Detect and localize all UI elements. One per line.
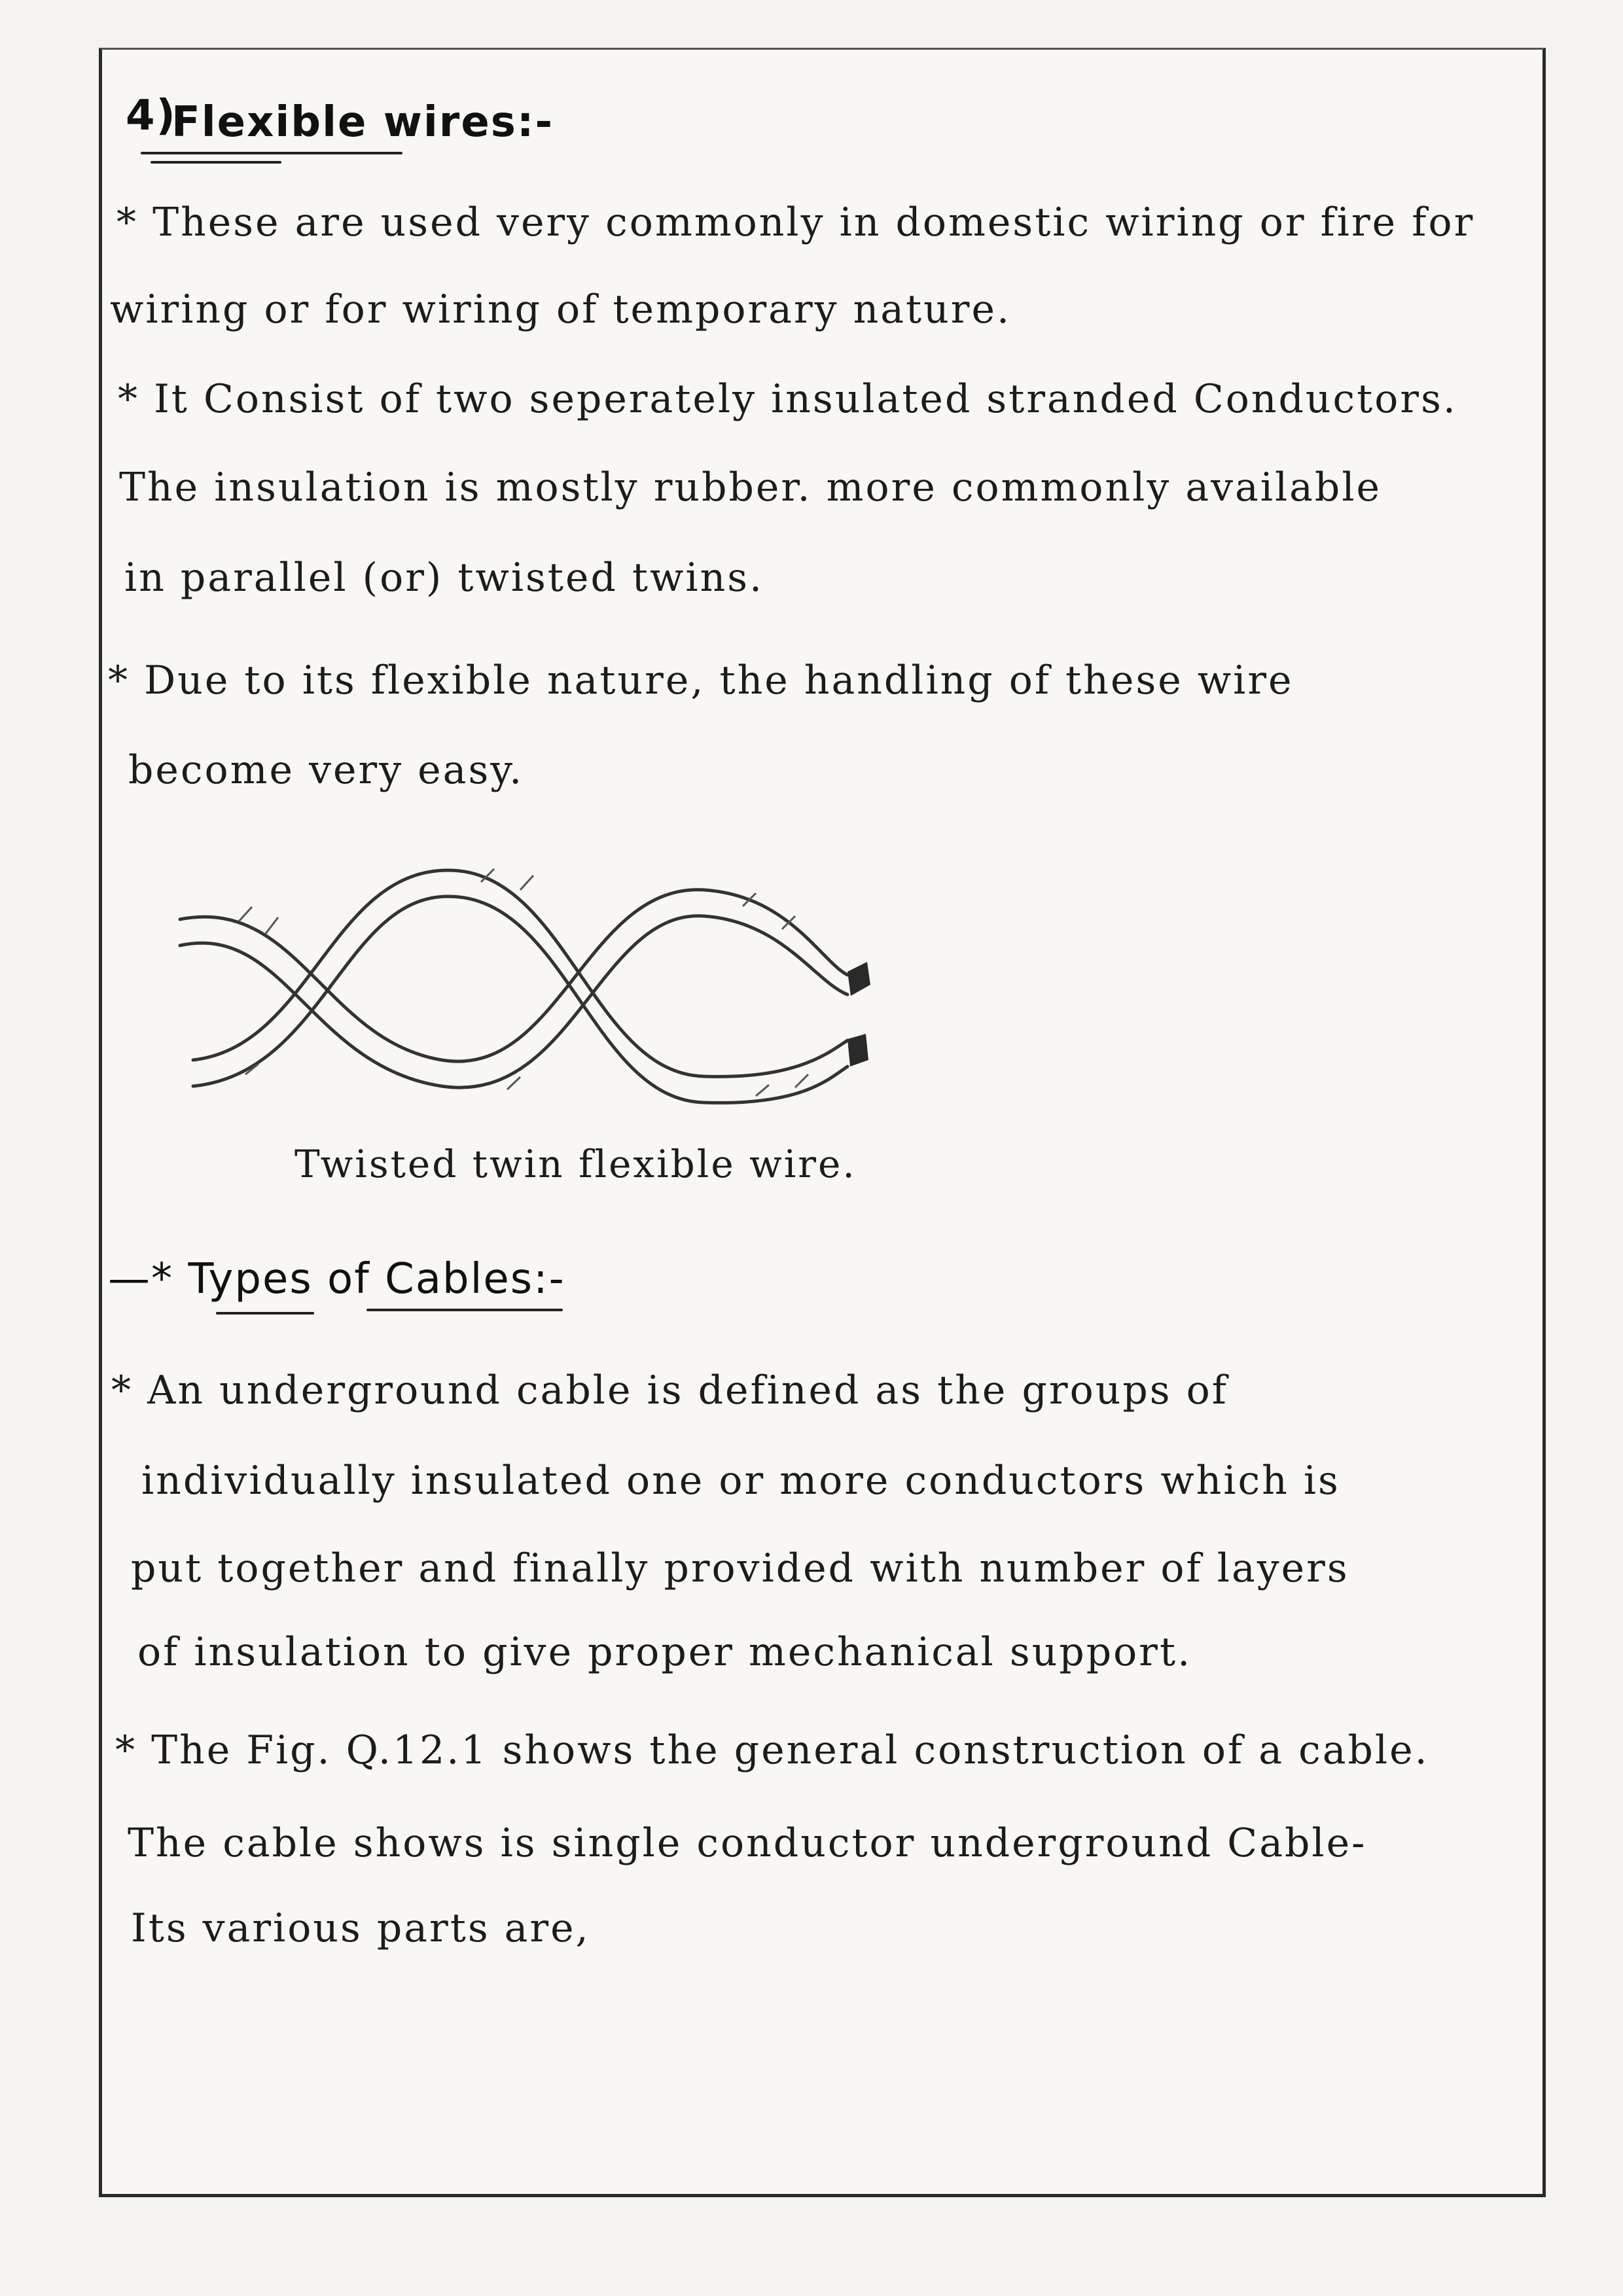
heading2-underline [216,1312,314,1315]
figure-caption: Twisted twin flexible wire. [294,1142,857,1186]
section1-line-6: * Due to its flexible nature, the handling of these wire [108,658,1294,703]
flexible-wires-heading: Flexible wires:- [171,98,554,147]
section1-line-5: in parallel (or) twisted twins. [124,555,764,601]
section2-line-7: Its various parts are, [131,1905,590,1951]
section1-line-4: The insulation is mostly rubber. more commonly available [119,465,1382,510]
section2-line-3: put together and finally provided with number of layers [131,1545,1349,1591]
types-of-cables-heading: —* Types of Cables:- [108,1255,565,1303]
section1-line-1: * These are used very commonly in domestic wiring or fire for [116,200,1475,245]
section2-line-6: The cable shows is single conductor underground Cable- [128,1820,1367,1866]
section1-line-2: wiring or for wiring of temporary nature. [110,287,1012,332]
section-number: 4) [126,92,177,140]
notebook-page [99,48,1546,2197]
section2-line-2: individually insulated one or more conductors which is [141,1458,1340,1504]
section2-line-5: * The Fig. Q.12.1 shows the general construction of a cable. [115,1727,1429,1773]
heading-underline [141,152,402,154]
heading2-underline-2 [366,1309,563,1311]
section2-line-1: * An underground cable is defined as the groups of [111,1368,1228,1413]
twisted-twin-wire-drawing [167,844,952,1119]
section1-line-7: become very easy. [128,747,524,793]
heading-underline-2 [151,161,281,164]
section1-line-3: * It Consist of two seperately insulated stranded Conductors. [118,376,1457,422]
section2-line-4: of insulation to give proper mechanical support. [137,1629,1192,1675]
